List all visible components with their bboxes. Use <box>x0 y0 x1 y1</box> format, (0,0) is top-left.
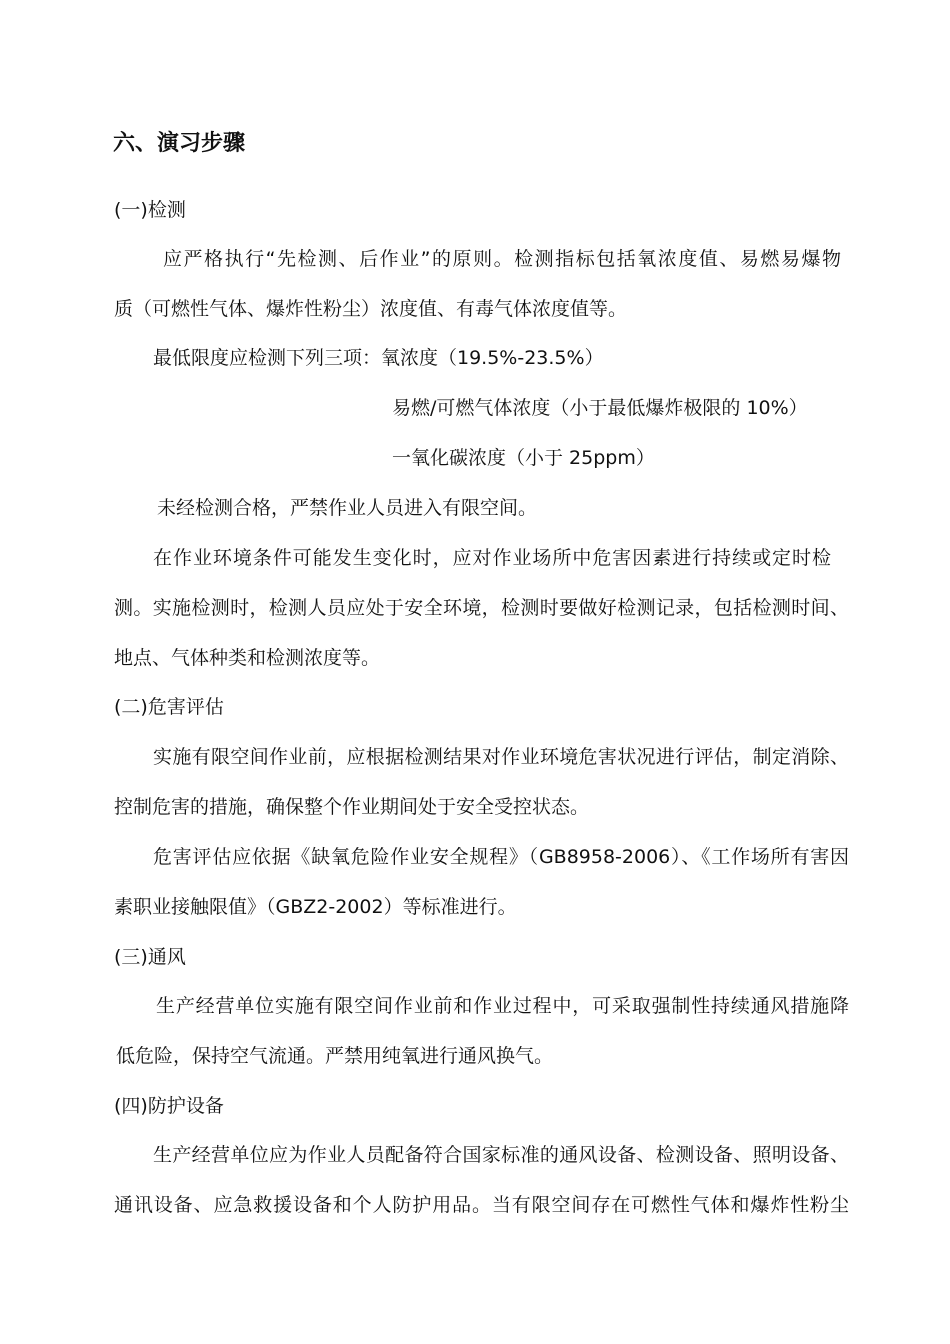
paragraph-line: 实施有限空间作业前，应根据检测结果对作业环境危害状况进行评估，制定消除、 <box>153 746 849 768</box>
paragraph-line: 一氧化碳浓度（小于 25ppm） <box>392 447 655 469</box>
paragraph-line: 素职业接触限值》（GBZ2-2002）等标准进行。 <box>114 896 517 918</box>
paragraph-line: 应严格执行“先检测、后作业”的原则。检测指标包括氧浓度值、易燃易爆物 <box>163 248 841 270</box>
paragraph-line: 未经检测合格，严禁作业人员进入有限空间。 <box>157 497 538 519</box>
paragraph-line: 危害评估应依据《缺氧危险作业安全规程》（GB8958-2006）、《工作场所有害因 <box>153 846 849 868</box>
subsection-heading-ventilation: (三)通风 <box>114 946 186 968</box>
subsection-heading-hazard-assessment: (二)危害评估 <box>114 696 224 718</box>
paragraph-line: 易燃/可燃气体浓度（小于最低爆炸极限的 10%） <box>392 397 808 419</box>
paragraph-line: 控制危害的措施，确保整个作业期间处于安全受控状态。 <box>114 796 590 818</box>
section-title: 六、演习步骤 <box>113 131 246 156</box>
paragraph-line: 质（可燃性气体、爆炸性粉尘）浓度值、有毒气体浓度值等。 <box>114 298 628 320</box>
paragraph-line: 最低限度应检测下列三项：氧浓度（19.5%-23.5%） <box>153 347 604 369</box>
paragraph-line: 低危险，保持空气流通。严禁用纯氧进行通风换气。 <box>116 1045 554 1067</box>
paragraph-line: 通讯设备、应急救援设备和个人防护用品。当有限空间存在可燃性气体和爆炸性粉尘 <box>114 1194 849 1216</box>
paragraph-line: 地点、气体种类和检测浓度等。 <box>114 647 381 669</box>
paragraph-line: 生产经营单位应为作业人员配备符合国家标准的通风设备、检测设备、照明设备、 <box>153 1144 849 1166</box>
paragraph-line: 测。实施检测时，检测人员应处于安全环境，检测时要做好检测记录，包括检测时间、 <box>114 597 849 619</box>
subsection-heading-detection: (一)检测 <box>114 199 186 221</box>
paragraph-line: 生产经营单位实施有限空间作业前和作业过程中，可采取强制性持续通风措施降 <box>156 995 849 1017</box>
subsection-heading-protective-equipment: (四)防护设备 <box>114 1095 224 1117</box>
paragraph-line: 在作业环境条件可能发生变化时，应对作业场所中危害因素进行持续或定时检 <box>153 547 831 569</box>
